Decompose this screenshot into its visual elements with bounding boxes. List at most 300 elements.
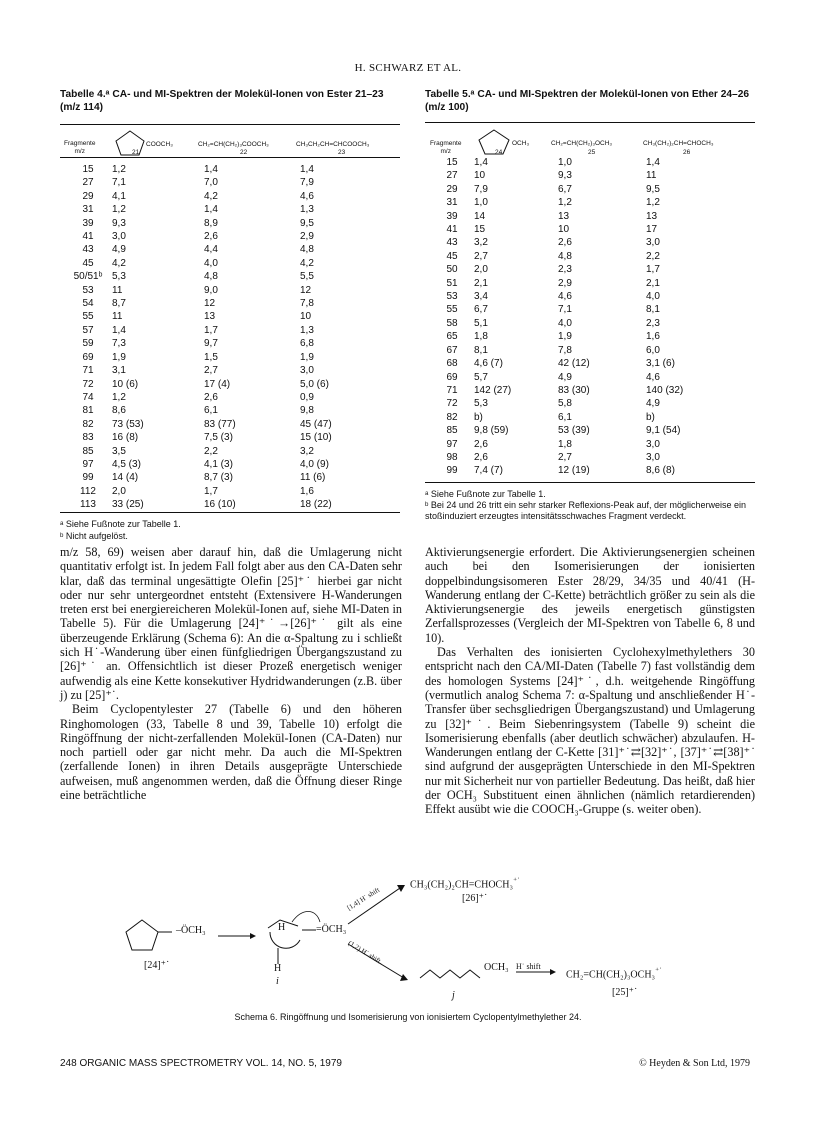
right-paragraph-2: Das Verhalten des ionisierten Cyclohexylmethylethers 30 entspricht nach den CA/MI-Daten (Tabelle 7) fast vollständig dem des homologen Systems [24]⁺˙, d.h. weitgehende Ringöffung (vermutlich analog Schema 7: α-Spaltung und anschließender H˙-Transfer über sechsgliedrigen Übergangszustand) und Umlagerung zu [32]⁺˙. Beim Siebenringsystem (Tabelle 9) scheint die Isomerisierung ebenfalls (aber deutlich schwächer) abzulaufen. H-Wanderungen entlang der C-Kette [31]⁺˙⇄[32]⁺˙, [37]⁺˙⇄[38]⁺˙ sind aufgrund der ausgeprägten Unterschiede in den MI-Spektren nur mit Sicherheit nur von partieller Bedeutung. Das heißt, daß hier der OCH₃ Substituent einen ähnlichen (nämlich retardierenden) Effekt ausübt wie die COOCH₃-Gruppe (s. weiter oben). — [425, 645, 755, 817]
table5-cell: 15 — [446, 157, 458, 168]
table4-cell: 5,0 (6) — [300, 378, 329, 390]
table4-cell: 11 — [112, 284, 123, 296]
table4-cell: 6,1 — [204, 405, 218, 417]
table4-cell: 29 — [82, 190, 94, 202]
table4-cell: 9,5 — [300, 217, 314, 229]
table4-cell: 1,3 — [300, 204, 314, 216]
table5-cell: 39 — [446, 210, 458, 222]
table5-cell: 3,1 (6) — [646, 358, 675, 370]
table5-caption: Tabelle 5.ᵃ CA- und MI-Spektren der Molekül-Ionen von Ether 24–26 (m/z 100) — [425, 89, 750, 113]
table-row — [64, 337, 384, 350]
table5-cell: 1,8 — [558, 438, 572, 450]
scheme-inter-h: H — [278, 922, 286, 933]
table5-cell: 7,9 — [474, 183, 488, 195]
table5-cell: 142 (27) — [474, 384, 512, 396]
table4-cell: 41 — [82, 231, 94, 243]
table5-cell: 5,1 — [474, 317, 488, 329]
table5-cell: 4,6 — [646, 371, 660, 383]
table-row — [64, 217, 384, 230]
table-row — [430, 357, 730, 370]
table5-top-rule — [425, 122, 755, 123]
table5-cell: 8,1 — [646, 304, 660, 316]
table-row — [430, 223, 730, 236]
table4-cell: 55 — [82, 311, 94, 323]
table-row — [64, 270, 384, 283]
table5-cell: 43 — [446, 237, 458, 249]
table5-cell: 83 (30) — [558, 384, 590, 396]
table5-cell: b) — [646, 411, 655, 423]
table5-col2-num: 25 — [588, 149, 596, 156]
table5-cell: 42 (12) — [558, 358, 590, 370]
table5-cell: 27 — [446, 170, 458, 182]
table5-cell: 4,9 — [646, 398, 660, 410]
table-row — [430, 371, 730, 384]
table-row — [430, 384, 730, 397]
table4-cell: 15 — [82, 164, 94, 175]
table5-cell: 85 — [446, 425, 458, 437]
table4-col1-formula: COOCH₃ — [146, 141, 173, 148]
table-row — [64, 190, 384, 203]
table-row — [430, 344, 730, 357]
table5-cell: 3,0 — [646, 237, 660, 249]
table-row — [430, 250, 730, 263]
table4-cell: 4,0 — [204, 257, 218, 269]
table4-cell: 81 — [82, 405, 94, 417]
table4-cell: 7,9 — [300, 177, 314, 189]
table4-cell: 3,0 — [300, 365, 314, 377]
table-row — [430, 451, 730, 464]
table4-cell: 73 (53) — [112, 418, 144, 430]
table-row — [430, 277, 730, 290]
scheme-lower-product-label: [25]⁺˙ — [612, 987, 638, 998]
table5-cell: 10 — [558, 224, 570, 236]
table5-cell: 31 — [446, 197, 458, 209]
table5-cell: 29 — [446, 183, 458, 195]
table4-cell: 1,4 — [112, 324, 126, 336]
table-row — [430, 424, 730, 437]
table5-cell: 3,4 — [474, 291, 488, 303]
table4-footnote-a: ᵃ Siehe Fußnote zur Tabelle 1. — [60, 519, 181, 529]
table-row — [430, 303, 730, 316]
table5-cell: 5,3 — [474, 398, 488, 410]
table-row — [64, 471, 384, 484]
table4-cell: 1,4 — [204, 204, 218, 216]
table-row — [430, 156, 730, 169]
table4-cell: 54 — [82, 298, 94, 310]
table5-cell: 98 — [446, 451, 458, 463]
table4-cell: 31 — [82, 204, 94, 216]
table-row — [430, 290, 730, 303]
table4-cell: 33 (25) — [112, 499, 144, 511]
table4-col2-formula: CH₂=CH(CH₂)₃COOCH₃ — [198, 141, 269, 148]
table5-col3-num: 26 — [683, 149, 691, 156]
table-row — [64, 257, 384, 270]
table4-cell: 83 (77) — [204, 418, 236, 430]
table4-cell: 8,9 — [204, 217, 218, 229]
table4-cell: 2,0 — [112, 485, 126, 497]
table4-cell: 8,7 (3) — [204, 472, 233, 484]
scheme-inter-h2: H — [274, 963, 282, 974]
table5-cell: 50 — [446, 264, 458, 276]
table4-cell: 8,7 — [112, 298, 126, 310]
table5-cell: b) — [474, 411, 483, 423]
table5-cell: 2,6 — [474, 438, 488, 450]
table4-cell: 13 — [204, 311, 216, 323]
scheme-upper-product: CH₃(CH₂)₂CH=CHOCH₃⁺˙ — [410, 876, 520, 891]
table4-cell: 1,2 — [112, 204, 126, 216]
table-row — [64, 243, 384, 256]
table-row — [430, 397, 730, 410]
table4-cell: 2,6 — [204, 391, 218, 403]
table4-cell: 1,4 — [300, 164, 314, 175]
table4-cell: 50/51ᵇ — [73, 271, 103, 283]
table5-cell: 7,1 — [558, 304, 572, 316]
table5-cell: 2,2 — [646, 250, 660, 262]
table4-cell: 1,7 — [204, 485, 218, 497]
table5-cell: 72 — [446, 398, 458, 410]
scheme6-drawing — [120, 868, 640, 1008]
scheme6-caption: Schema 6. Ringöffnung und Isomerisierung von ionisiertem Cyclopentylmethylether 24. — [234, 1012, 582, 1022]
table-row — [430, 183, 730, 196]
table4-cell: 4,2 — [112, 257, 126, 269]
table5-cell: 51 — [446, 277, 458, 289]
table5-cell: 2,1 — [646, 277, 660, 289]
table4-cell: 2,6 — [204, 231, 218, 243]
table4-cell: 12 — [300, 284, 312, 296]
table-row — [64, 324, 384, 337]
table5-cell: 13 — [646, 210, 658, 222]
scheme-upper-arrow-label: [1,4] H˙ shift — [345, 885, 382, 913]
table5-cell: 6,1 — [558, 411, 572, 423]
table4-cell: 4,6 — [300, 190, 314, 202]
table5-cell: 1,4 — [474, 157, 488, 168]
table4-cell: 1,2 — [112, 164, 126, 175]
scheme-lower-label: j — [452, 990, 455, 1001]
table5-body — [430, 156, 730, 478]
table4-cell: 59 — [82, 338, 94, 350]
table4-col3-formula: CH₃CH₂CH=CHCOOCH₃ — [296, 141, 370, 148]
table5-cell: 3,2 — [474, 237, 488, 249]
table4-cell: 9,8 — [300, 405, 314, 417]
table-row — [64, 498, 384, 511]
table4-cell: 1,4 — [204, 164, 218, 175]
table4-cell: 6,8 — [300, 338, 314, 350]
table4-cell: 3,0 — [112, 231, 126, 243]
table5-cell: 9,1 (54) — [646, 425, 681, 437]
table5-cell: 2,6 — [558, 237, 572, 249]
table4-cell: 7,3 — [112, 338, 126, 350]
table4-cell: 0,9 — [300, 391, 314, 403]
table-row — [430, 464, 730, 477]
table4-cell: 15 (10) — [300, 432, 332, 444]
table5-head-fragments: Fragmente m/z — [430, 140, 462, 155]
table5-col3-formula: CH₃(CH₂)₂CH=CHOCH₃ — [643, 140, 714, 147]
table4-cell: 9,0 — [204, 284, 218, 296]
table5-col2-formula: CH₂=CH(CH₂)₃OCH₃ — [551, 140, 613, 147]
table5-cell: 15 — [474, 224, 486, 236]
table-row — [430, 210, 730, 223]
table5-cell: 8,6 (8) — [646, 465, 675, 477]
table4-cell: 99 — [82, 472, 94, 484]
table4-cell: 18 (22) — [300, 499, 332, 511]
table5-cell: 82 — [446, 411, 458, 423]
table4-cell: 82 — [82, 418, 94, 430]
table4-cell: 45 (47) — [300, 418, 332, 430]
table-row — [64, 310, 384, 323]
table4-cell: 7,0 — [204, 177, 218, 189]
right-paragraph-1: Aktivierungsenergie erfordert. Die Aktivierungsenergien scheinen auch bei den Isomerisierungen der ionisierten doppelbindungsisomeren Ester 28/29, 34/35 und 40/41 (H-Wanderung entlang der C-Kette) beträchtlich größer zu sein als die Aktivierungsenergie des jeweils energetisch günstigsten Zerfallsprozesses (Vergleich der MI-Spektren von Tabelle 6, 8 und 10). — [425, 545, 755, 645]
table5-cell: 2,9 — [558, 277, 572, 289]
table4-cell: 83 — [82, 432, 94, 444]
table-row — [430, 169, 730, 182]
table5-cell: 2,0 — [474, 264, 488, 276]
table4-footnote-b: ᵇ Nicht aufgelöst. — [60, 531, 128, 541]
table4-cell: 2,7 — [204, 365, 218, 377]
table5-cell: 2,3 — [646, 317, 660, 329]
table4-cell: 72 — [82, 378, 94, 390]
table4-head-fragments: Fragmente m/z — [64, 140, 96, 155]
table-row — [64, 163, 384, 176]
table5-cell: 2,7 — [558, 451, 572, 463]
table5-cell: 53 (39) — [558, 425, 590, 437]
table4 — [64, 163, 384, 512]
scheme-inter-group: =ÖCH₃ — [316, 924, 347, 935]
table4-col2-num: 22 — [240, 149, 248, 156]
table5-cell: 67 — [446, 344, 458, 356]
table5-cell: 2,3 — [558, 264, 572, 276]
left-paragraph-1: m/z 58, 69) weisen aber darauf hin, daß die Umlagerung nicht quantitativ erfolgt ist. In jedem Fall folgt aber aus den CA-Daten sehr klar, daß das terminal ungesättigte Olefin [25]⁺˙ hierbei gar nicht oder nur sehr untergeordnet entsteht (Extensivere H-Wanderungen treten erst bei energiereicheren Molekül-Ionen auf, siehe MI-Daten in Tabelle 5). Für die Umlagerung [24]⁺˙→[26]⁺˙ gilt als eine überzeugende Erklärung (Schema 6): An die α-Spaltung zu i schließt sich H˙-Wanderung über einen fünfgliedrigen Übergangszustand zu [26]⁺˙ an. Offensichtlich ist dieser Prozeß energetisch weniger aufwendig als eine Kette konsekutiver Hydridwanderungen (z.B. über j) zu [25]⁺˙. — [60, 545, 402, 702]
table-row — [430, 411, 730, 424]
table5-cell: 45 — [446, 250, 458, 262]
table5-cell: 17 — [646, 224, 658, 236]
table4-cell: 10 — [300, 311, 312, 323]
table-row — [64, 351, 384, 364]
table4-cell: 4,4 — [204, 244, 218, 256]
table4-cell: 9,3 — [112, 217, 126, 229]
table5-cell: 53 — [446, 291, 458, 303]
table4-cell: 11 — [112, 311, 123, 323]
table5-cell: 71 — [446, 384, 458, 396]
table5-cell: 7,8 — [558, 344, 572, 356]
table5-cell: 1,2 — [646, 197, 660, 209]
table5-cell: 1,0 — [558, 157, 572, 168]
table4-cell: 8,6 — [112, 405, 126, 417]
table5-cell: 97 — [446, 438, 458, 450]
table5-cell: 4,6 — [558, 291, 572, 303]
table-row — [64, 364, 384, 377]
table4-cell: 7,1 — [112, 177, 126, 189]
table4-col1-num: 21 — [132, 149, 140, 156]
table4-cell: 16 (8) — [112, 432, 139, 444]
table4-cell: 85 — [82, 445, 94, 457]
table-row — [64, 431, 384, 444]
table4-bottom-rule — [60, 512, 400, 513]
table4-cell: 14 (4) — [112, 472, 139, 484]
table5-cell: 2,6 — [474, 451, 488, 463]
table5-cell: 41 — [446, 224, 458, 236]
scheme-upper-label: [26]⁺˙ — [462, 893, 488, 904]
table5-cell: 68 — [446, 358, 458, 370]
table-row — [64, 418, 384, 431]
table-row — [64, 176, 384, 189]
cyclopentyl-ring-icon — [476, 128, 512, 156]
table4-cell: 7,5 (3) — [204, 432, 233, 444]
left-column-text — [60, 545, 402, 802]
table-row — [64, 458, 384, 471]
table-row — [430, 330, 730, 343]
table4-cell: 2,9 — [300, 231, 314, 243]
table5-cell: 9,8 (59) — [474, 425, 509, 437]
table4-cell: 12 — [204, 298, 216, 310]
table4-body — [64, 163, 384, 512]
table5-cell: 1,2 — [558, 197, 572, 209]
table4-col3-num: 23 — [338, 149, 346, 156]
table5-cell: 3,0 — [646, 438, 660, 450]
table5-cell: 6,7 — [474, 304, 488, 316]
table5-bottom-rule — [425, 482, 755, 483]
table5 — [430, 156, 730, 478]
table4-cell: 39 — [82, 217, 94, 229]
table4-cell: 10 (6) — [112, 378, 139, 390]
scheme-start-label: [24]⁺˙ — [144, 960, 170, 971]
page-footer-right: © Heyden & Son Ltd, 1979 — [639, 1058, 750, 1069]
table5-cell: 55 — [446, 304, 458, 316]
table4-cell: 4,1 — [112, 190, 126, 202]
scheme-lower-shift-label: H˙ shift — [516, 962, 541, 971]
table-row — [64, 378, 384, 391]
table5-cell: 12 (19) — [558, 465, 590, 477]
table-row — [64, 297, 384, 310]
table5-cell: 14 — [474, 210, 486, 222]
table5-cell: 140 (32) — [646, 384, 684, 396]
table4-cell: 1,3 — [300, 324, 314, 336]
table-row — [64, 445, 384, 458]
table4-cell: 17 (4) — [204, 378, 231, 390]
table-row — [430, 196, 730, 209]
table4-cell: 11 (6) — [300, 472, 326, 484]
scheme-lower-arrow-label: (1,2) H˙ shift — [346, 938, 383, 966]
table5-cell: 5,8 — [558, 398, 572, 410]
table4-cell: 1,7 — [204, 324, 218, 336]
table5-cell: 65 — [446, 331, 458, 343]
table4-cell: 1,2 — [112, 391, 126, 403]
table4-cell: 4,8 — [300, 244, 314, 256]
table4-cell: 1,9 — [112, 351, 126, 363]
table4-cell: 74 — [82, 391, 94, 403]
table4-cell: 1,5 — [204, 351, 218, 363]
table5-cell: 8,1 — [474, 344, 488, 356]
table-row — [430, 438, 730, 451]
scheme-lower-group: OCH₃ — [484, 962, 509, 973]
table4-cell: 4,9 — [112, 244, 126, 256]
table4-cell: 1,9 — [300, 351, 314, 363]
table4-cell: 3,1 — [112, 365, 126, 377]
table-row — [64, 404, 384, 417]
table4-cell: 7,8 — [300, 298, 314, 310]
table4-cell: 53 — [82, 284, 94, 296]
table5-cell: 9,5 — [646, 183, 660, 195]
table5-cell: 6,0 — [646, 344, 660, 356]
table5-cell: 99 — [446, 465, 458, 477]
table5-col1-formula: OCH₃ — [512, 140, 530, 147]
table5-cell: 69 — [446, 371, 458, 383]
right-column-text — [425, 545, 755, 817]
table4-cell: 27 — [82, 177, 94, 189]
table4-cell: 112 — [80, 485, 96, 497]
table5-cell: 5,7 — [474, 371, 488, 383]
table4-head-rule — [60, 157, 400, 158]
table-row — [64, 391, 384, 404]
table5-cell: 7,4 (7) — [474, 465, 503, 477]
table5-cell: 6,7 — [558, 183, 572, 195]
table5-cell: 4,9 — [558, 371, 572, 383]
table-row — [430, 317, 730, 330]
table4-cell: 71 — [82, 365, 94, 377]
table5-footnote-b: ᵇ Bei 24 und 26 tritt ein sehr starker Reflexions-Peak auf, der möglicherweise ein stoßinduziert erzeugtes intensitätsschwaches Fragment verdeckt. — [425, 500, 747, 521]
table4-cell: 3,5 — [112, 445, 126, 457]
table-row — [64, 485, 384, 498]
table4-cell: 4,5 (3) — [112, 458, 141, 470]
page-footer-left: 248 ORGANIC MASS SPECTROMETRY VOL. 14, NO. 5, 1979 — [60, 1058, 342, 1069]
table5-cell: 2,7 — [474, 250, 488, 262]
table4-cell: 113 — [80, 499, 96, 511]
table-row — [430, 236, 730, 249]
table5-cell: 11 — [646, 170, 657, 182]
table4-top-rule — [60, 124, 400, 125]
table4-cell: 1,6 — [300, 485, 314, 497]
table4-cell: 4,1 (3) — [204, 458, 233, 470]
table4-cell: 4,2 — [300, 257, 314, 269]
table4-cell: 45 — [82, 257, 94, 269]
table4-cell: 9,7 — [204, 338, 218, 350]
table4-cell: 69 — [82, 351, 94, 363]
table5-cell: 4,6 (7) — [474, 358, 503, 370]
table5-cell: 3,0 — [646, 451, 660, 463]
table-row — [430, 263, 730, 276]
table4-cell: 3,2 — [300, 445, 314, 457]
table5-cell: 1,6 — [646, 331, 660, 343]
table4-cell: 97 — [82, 458, 94, 470]
table5-cell: 1,9 — [558, 331, 572, 343]
table5-cell: 10 — [474, 170, 486, 182]
running-head: H. SCHWARZ ET AL. — [354, 62, 462, 74]
scheme-inter-label: i — [276, 976, 279, 987]
table-row — [64, 284, 384, 297]
table4-cell: 16 (10) — [204, 499, 236, 511]
scheme-lower-product: CH₂=CH(CH₂)₃OCH₃⁺˙ — [566, 966, 662, 981]
table5-cell: 4,0 — [558, 317, 572, 329]
table5-cell: 9,3 — [558, 170, 572, 182]
table4-cell: 5,3 — [112, 271, 126, 283]
table5-cell: 4,8 — [558, 250, 572, 262]
table4-caption: Tabelle 4.ᵃ CA- und MI-Spektren der Molekül-Ionen von Ester 21–23 (m/z 114) — [60, 89, 384, 113]
table5-col1-num: 24 — [495, 149, 503, 156]
table4-cell: 4,8 — [204, 271, 218, 283]
table5-cell: 1,8 — [474, 331, 488, 343]
table5-footnote-a: ᵃ Siehe Fußnote zur Tabelle 1. — [425, 489, 546, 499]
table-row — [64, 230, 384, 243]
table4-cell: 43 — [82, 244, 94, 256]
scheme-start-group: –ÖCH₃ — [176, 925, 206, 936]
left-paragraph-2: Beim Cyclopentylester 27 (Tabelle 6) und den höheren Ringhomologen (33, Tabelle 8 und 39, Tabelle 10) erfolgt die Ringöffnung der nicht-zerfallenden Molekül-Ionen (CA-Daten) nur noch partiell oder gar nicht mehr. Da auch die MI-Spektren (zerfallende Ionen) in ihren Details ausgeprägte Unterschiede aufweisen, muß angenommen werden, daß die Öffnung dieser Ringe eine beträchtliche — [60, 702, 402, 803]
table-row — [64, 203, 384, 216]
table5-cell: 4,0 — [646, 291, 660, 303]
table5-cell: 1,7 — [646, 264, 660, 276]
table4-cell: 57 — [82, 324, 94, 336]
table4-cell: 4,0 (9) — [300, 458, 329, 470]
table4-cell: 2,2 — [204, 445, 218, 457]
table4-cell: 4,2 — [204, 190, 218, 202]
